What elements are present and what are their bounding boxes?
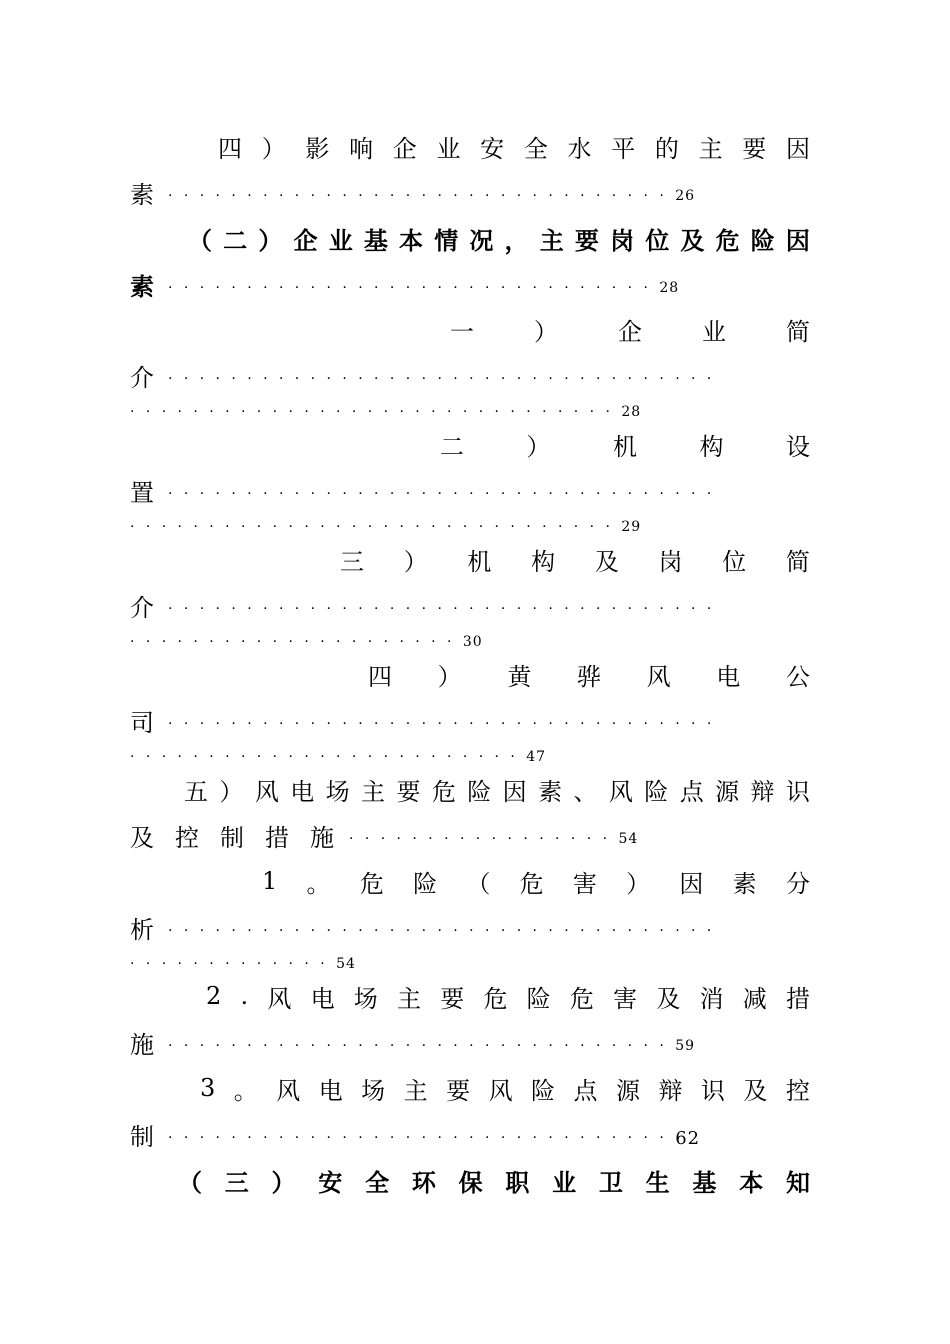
leader-dots: ································ — [168, 1130, 676, 1146]
page-number: 28 — [621, 404, 642, 420]
toc-line-20-head: 析 — [130, 915, 154, 944]
toc-char: 全 — [365, 1167, 390, 1197]
toc-char: 险 — [526, 984, 551, 1013]
leader-dots: ································ — [168, 188, 676, 204]
toc-char: 骅 — [576, 662, 601, 691]
toc-line-3 — [188, 218, 810, 258]
toc-char: 构 — [531, 547, 556, 576]
toc-char: 险 — [467, 777, 492, 806]
toc-char: 要 — [396, 777, 421, 806]
toc-char: 一 — [450, 317, 474, 346]
page-number: 29 — [621, 519, 642, 535]
toc-char: 业 — [328, 225, 353, 255]
toc-line-22 — [206, 976, 810, 1016]
toc-char: 简 — [786, 317, 810, 346]
toc-char: 企 — [392, 134, 417, 163]
toc-line-19 — [262, 861, 810, 901]
toc-char: 电 — [310, 984, 335, 1013]
toc-line-12-head: 介 — [130, 593, 154, 622]
toc-char: 分 — [785, 869, 810, 898]
toc-char: 场 — [325, 777, 350, 806]
toc-char: 危 — [519, 869, 544, 898]
toc-char: 场 — [353, 984, 378, 1013]
toc-char: ） — [526, 432, 551, 461]
toc-char: 简 — [785, 547, 810, 576]
toc-char: 风 — [267, 984, 292, 1013]
toc-char: 全 — [523, 134, 548, 163]
toc-line-10 — [130, 503, 810, 543]
toc-char: ） — [534, 317, 558, 346]
toc-char: 设 — [786, 432, 810, 461]
toc-char: 保 — [458, 1167, 483, 1197]
toc-char: 险 — [750, 225, 775, 255]
toc-char: 辩 — [658, 1076, 683, 1105]
toc-char: 识 — [785, 777, 810, 806]
toc-line-15-head: 司 — [130, 708, 154, 737]
toc-char: 及 — [743, 1076, 768, 1105]
toc-char: （ — [188, 225, 212, 255]
toc-line-26 — [178, 1160, 810, 1200]
toc-char: 机 — [467, 547, 492, 576]
page-number: 54 — [618, 831, 639, 847]
page-number: 54 — [336, 956, 356, 972]
leader-dots: ································ — [168, 1038, 676, 1054]
toc-char: 危 — [715, 225, 740, 255]
toc-char: . — [240, 982, 249, 1010]
toc-char: 。 — [306, 869, 331, 898]
page-number: 59 — [675, 1038, 696, 1054]
toc-line-11 — [340, 539, 810, 579]
toc-char: 业 — [436, 134, 461, 163]
toc-char: 三 — [224, 1167, 249, 1197]
leader-dots: ··································· — [168, 601, 723, 617]
toc-char: ） — [626, 869, 651, 898]
toc-char: 四 — [218, 134, 242, 163]
toc-line-17 — [184, 769, 810, 809]
toc-char: 害 — [613, 984, 638, 1013]
leader-dots: ······························· — [130, 404, 622, 420]
toc-char: 控 — [785, 1076, 810, 1105]
toc-line-1 — [218, 126, 810, 166]
toc-char: 点 — [573, 1076, 598, 1105]
page-number: 28 — [659, 280, 680, 296]
toc-char: 构 — [699, 432, 724, 461]
toc-char: 及 — [680, 225, 705, 255]
toc-char: 要 — [440, 984, 465, 1013]
toc-char: 识 — [700, 1076, 725, 1105]
toc-char: 主 — [539, 225, 564, 255]
toc-char: 措 — [785, 984, 810, 1013]
toc-char: 的 — [654, 134, 679, 163]
leader-dots: ············· — [130, 956, 337, 972]
toc-char: 二 — [440, 432, 464, 461]
toc-line-25-head: 制 — [130, 1122, 154, 1151]
leader-dots: ······························· — [168, 280, 660, 296]
toc-char: 基 — [692, 1167, 717, 1197]
leader-dots: ························· — [130, 749, 527, 765]
toc-line-25 — [130, 1114, 810, 1154]
toc-char: 2 — [206, 982, 222, 1010]
leader-dots: ··································· — [168, 371, 723, 387]
leader-dots: ················· — [349, 831, 619, 847]
toc-char: 风 — [276, 1076, 301, 1105]
toc-char: 因 — [502, 777, 527, 806]
toc-char: 消 — [699, 984, 724, 1013]
leader-dots: ··································· — [168, 923, 723, 939]
toc-line-13 — [130, 618, 810, 658]
toc-char: 本 — [739, 1167, 764, 1197]
toc-char: 五 — [184, 777, 208, 806]
toc-char: 情 — [434, 225, 459, 255]
toc-char: 风 — [488, 1076, 513, 1105]
toc-char: ） — [258, 225, 283, 255]
toc-line-4 — [130, 264, 810, 304]
toc-line-14 — [368, 654, 810, 694]
toc-char: 卫 — [598, 1167, 623, 1197]
toc-char: 因 — [785, 225, 810, 255]
toc-char: 要 — [742, 134, 767, 163]
toc-char: 辩 — [750, 777, 775, 806]
toc-char: 水 — [567, 134, 592, 163]
toc-char: 电 — [318, 1076, 343, 1105]
toc-char: 源 — [715, 777, 740, 806]
toc-line-2-head: 素 — [130, 180, 154, 209]
toc-char: 场 — [361, 1076, 386, 1105]
toc-line-16 — [130, 733, 810, 773]
toc-char: 本 — [399, 225, 424, 255]
toc-char: ， — [504, 225, 529, 255]
toc-line-8 — [440, 424, 810, 464]
leader-dots: ··································· — [168, 486, 723, 502]
toc-char: 风 — [608, 777, 633, 806]
toc-char: 源 — [615, 1076, 640, 1105]
toc-char: （ — [466, 869, 491, 898]
toc-char: 险 — [644, 777, 669, 806]
toc-char: 安 — [318, 1167, 343, 1197]
toc-char: 岗 — [610, 225, 635, 255]
toc-char: 业 — [702, 317, 726, 346]
leader-dots: ··································· — [168, 716, 723, 732]
toc-line-6-head: 介 — [130, 363, 154, 392]
leader-dots: ····················· — [130, 634, 463, 650]
toc-line-7 — [130, 388, 810, 428]
toc-char: 岗 — [658, 547, 683, 576]
toc-line-24 — [200, 1068, 810, 1108]
toc-line-23 — [130, 1022, 810, 1062]
toc-char: 三 — [340, 547, 364, 576]
toc-line-21 — [130, 940, 810, 980]
toc-char: 二 — [223, 225, 248, 255]
toc-char: 响 — [349, 134, 374, 163]
toc-char: 害 — [572, 869, 597, 898]
toc-char: 业 — [552, 1167, 577, 1197]
toc-char: 况 — [469, 225, 494, 255]
toc-char: 要 — [574, 225, 599, 255]
toc-char: 黄 — [507, 662, 532, 691]
toc-char: 四 — [368, 662, 392, 691]
toc-char: 主 — [397, 984, 422, 1013]
toc-char: （ — [178, 1167, 202, 1197]
toc-char: 危 — [483, 984, 508, 1013]
toc-char: 公 — [785, 662, 810, 691]
toc-char: 生 — [645, 1167, 670, 1197]
toc-char: 、 — [573, 777, 598, 806]
toc-char: 风 — [646, 662, 671, 691]
toc-char: 险 — [413, 869, 438, 898]
toc-char: 1 — [262, 867, 278, 895]
toc-char: 电 — [290, 777, 315, 806]
toc-char: 3 — [200, 1074, 216, 1102]
toc-char: 要 — [446, 1076, 471, 1105]
toc-char: 企 — [618, 317, 642, 346]
toc-char: 机 — [613, 432, 637, 461]
toc-char: ） — [261, 134, 286, 163]
toc-char: 位 — [722, 547, 747, 576]
toc-char: 平 — [611, 134, 636, 163]
toc-char: 基 — [363, 225, 388, 255]
toc-char: 安 — [480, 134, 505, 163]
toc-char: ） — [437, 662, 462, 691]
toc-char: 减 — [742, 984, 767, 1013]
page-number: 62 — [675, 1127, 701, 1149]
toc-char: ） — [271, 1167, 296, 1197]
toc-char: 位 — [645, 225, 670, 255]
toc-char: 主 — [698, 134, 723, 163]
toc-char: 主 — [361, 777, 386, 806]
page-number: 30 — [462, 634, 483, 650]
toc-line-9-head: 置 — [130, 478, 154, 507]
toc-line-23-head: 施 — [130, 1030, 154, 1059]
toc-char: 及 — [656, 984, 681, 1013]
toc-char: 风 — [254, 777, 279, 806]
toc-char: 危 — [431, 777, 456, 806]
toc-char: 素 — [732, 869, 757, 898]
toc-char: 职 — [505, 1167, 530, 1197]
toc-char: 。 — [233, 1076, 258, 1105]
page-number: 47 — [526, 749, 547, 765]
toc-char: 知 — [785, 1167, 810, 1197]
toc-char: 因 — [785, 134, 810, 163]
toc-char: 险 — [531, 1076, 556, 1105]
toc-char: 素 — [538, 777, 563, 806]
toc-line-4-head: 素 — [130, 271, 154, 301]
toc-char: 环 — [411, 1167, 436, 1197]
toc-line-2 — [130, 172, 810, 212]
toc-char: 影 — [305, 134, 330, 163]
toc-line-18 — [130, 815, 810, 855]
toc-char: 点 — [679, 777, 704, 806]
toc-char: 电 — [716, 662, 741, 691]
toc-char: 因 — [679, 869, 704, 898]
leader-dots: ······························· — [130, 519, 622, 535]
toc-char: 企 — [293, 225, 318, 255]
toc-char: 主 — [403, 1076, 428, 1105]
page-number: 26 — [675, 188, 696, 204]
toc-char: 及 — [594, 547, 619, 576]
toc-char: 危 — [359, 869, 384, 898]
toc-char: ） — [219, 777, 244, 806]
toc-line-5 — [450, 309, 810, 349]
toc-line-18-head: 及控制措施 — [130, 823, 355, 852]
toc-char: ） — [403, 547, 428, 576]
toc-char: 危 — [569, 984, 594, 1013]
